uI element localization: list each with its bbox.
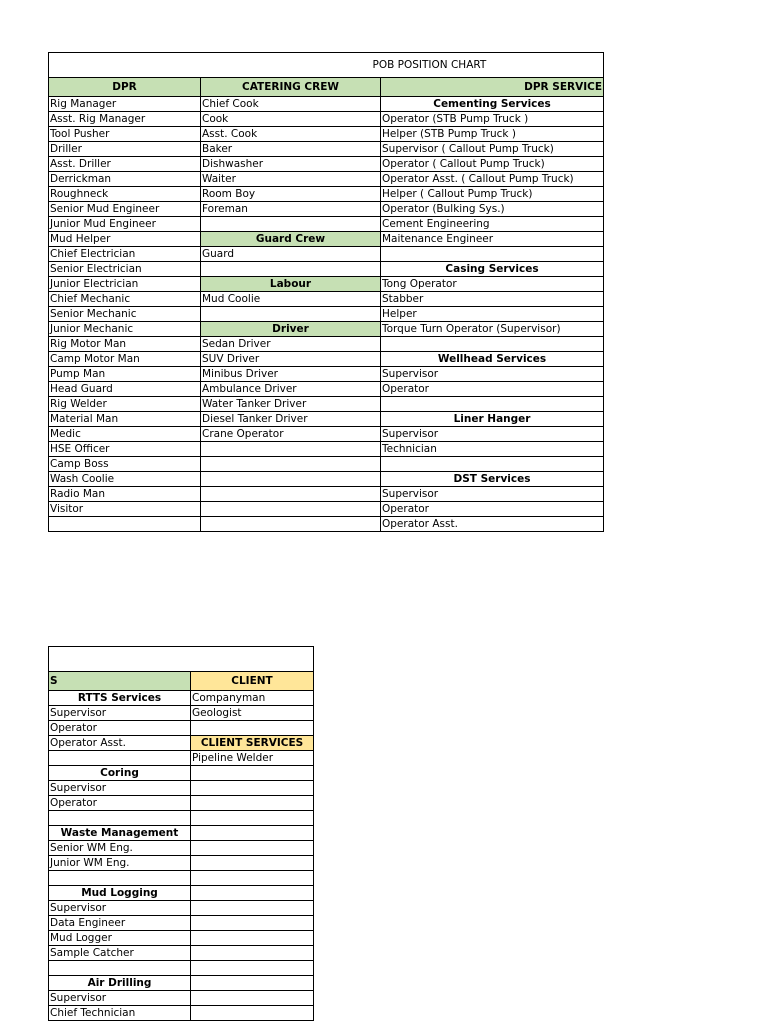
dpr-position-cell[interactable]: Junior Mechanic: [49, 322, 201, 337]
empty-cell[interactable]: [381, 457, 604, 472]
header-row: [49, 78, 604, 97]
dpr-service-position-cell[interactable]: Operator ( Callout Pump Truck): [381, 157, 604, 172]
table-row: [49, 157, 604, 172]
dpr-service-position-cell[interactable]: Operator Asst. ( Callout Pump Truck): [381, 172, 604, 187]
empty-cell[interactable]: [191, 826, 314, 841]
dpr-service-position-cell[interactable]: Maitenance Engineer: [381, 232, 604, 247]
catering-position-cell[interactable]: Chief Cook: [201, 97, 381, 112]
dpr-position-cell[interactable]: Chief Mechanic: [49, 292, 201, 307]
table-row: [49, 442, 604, 457]
table-row: [49, 916, 314, 931]
empty-cell[interactable]: [191, 781, 314, 796]
service-position-cell[interactable]: Senior WM Eng.: [49, 841, 191, 856]
section-header-rtts-services[interactable]: RTTS Services: [49, 691, 191, 706]
dpr-position-cell[interactable]: Camp Boss: [49, 457, 201, 472]
empty-cell[interactable]: [201, 217, 381, 232]
empty-cell[interactable]: [201, 442, 381, 457]
table-row: [49, 946, 314, 961]
table-row: [49, 472, 604, 487]
dpr-position-cell[interactable]: Senior Mud Engineer: [49, 202, 201, 217]
pob-position-chart-continued-table: [48, 646, 314, 1021]
table-row: [49, 721, 314, 736]
dpr-service-position-cell[interactable]: Torque Turn Operator (Supervisor): [381, 322, 604, 337]
section-header-dst-services[interactable]: DST Services: [381, 472, 604, 487]
dpr-service-position-cell[interactable]: Operator (Bulking Sys.): [381, 202, 604, 217]
client-position-cell[interactable]: Companyman: [191, 691, 314, 706]
header-services-continued[interactable]: S: [49, 672, 191, 691]
service-position-cell[interactable]: Data Engineer: [49, 916, 191, 931]
section-header-waste-management[interactable]: Waste Management: [49, 826, 191, 841]
table-row: [49, 811, 314, 826]
table-row: [49, 826, 314, 841]
section-header-wellhead-services[interactable]: Wellhead Services: [381, 352, 604, 367]
empty-cell[interactable]: [201, 262, 381, 277]
chart-title: POB POSITION CHART: [201, 53, 604, 78]
table-row: [49, 991, 314, 1006]
empty-cell[interactable]: [201, 307, 381, 322]
table-row: [49, 796, 314, 811]
table-row: [49, 781, 314, 796]
service-position-cell[interactable]: Supervisor: [49, 901, 191, 916]
catering-position-cell[interactable]: Baker: [201, 142, 381, 157]
header-catering-crew[interactable]: CATERING CREW: [201, 78, 381, 97]
empty-cell[interactable]: [381, 247, 604, 262]
table-row: [49, 277, 604, 292]
table-row: [49, 127, 604, 142]
empty-cell[interactable]: [201, 472, 381, 487]
catering-position-cell[interactable]: Mud Coolie: [201, 292, 381, 307]
dpr-position-cell[interactable]: Junior Electrician: [49, 277, 201, 292]
table-row: [49, 517, 604, 532]
catering-position-cell[interactable]: Sedan Driver: [201, 337, 381, 352]
table-row: [49, 217, 604, 232]
dpr-service-position-cell[interactable]: Technician: [381, 442, 604, 457]
catering-position-cell[interactable]: Ambulance Driver: [201, 382, 381, 397]
section-header-coring[interactable]: Coring: [49, 766, 191, 781]
dpr-position-cell[interactable]: Junior Mud Engineer: [49, 217, 201, 232]
dpr-position-cell[interactable]: Asst. Driller: [49, 157, 201, 172]
section-header-cementing-services[interactable]: Cementing Services: [381, 97, 604, 112]
title-row: [49, 53, 604, 78]
dpr-position-cell[interactable]: Rig Manager: [49, 97, 201, 112]
dpr-position-cell[interactable]: Tool Pusher: [49, 127, 201, 142]
dpr-service-position-cell[interactable]: Supervisor: [381, 487, 604, 502]
service-position-cell[interactable]: Mud Logger: [49, 931, 191, 946]
section-header-casing-services[interactable]: Casing Services: [381, 262, 604, 277]
dpr-position-cell[interactable]: Mud Helper: [49, 232, 201, 247]
table-row: [49, 457, 604, 472]
section-header-liner-hanger[interactable]: Liner Hanger: [381, 412, 604, 427]
empty-cell[interactable]: [381, 397, 604, 412]
catering-position-cell[interactable]: Foreman: [201, 202, 381, 217]
dpr-position-cell[interactable]: HSE Officer: [49, 442, 201, 457]
empty-cell[interactable]: [381, 337, 604, 352]
catering-position-cell[interactable]: Dishwasher: [201, 157, 381, 172]
catering-position-cell[interactable]: Water Tanker Driver: [201, 397, 381, 412]
table-row: [49, 307, 604, 322]
dpr-position-cell[interactable]: Asst. Rig Manager: [49, 112, 201, 127]
dpr-position-cell[interactable]: Pump Man: [49, 367, 201, 382]
empty-cell[interactable]: [49, 811, 191, 826]
catering-position-cell[interactable]: Crane Operator: [201, 427, 381, 442]
dpr-service-position-cell[interactable]: Operator: [381, 382, 604, 397]
title-spacer-continued[interactable]: [49, 647, 314, 672]
header-client[interactable]: CLIENT: [191, 672, 314, 691]
service-position-cell[interactable]: Supervisor: [49, 991, 191, 1006]
table-row: [49, 502, 604, 517]
table-row: [49, 397, 604, 412]
service-position-cell[interactable]: Junior WM Eng.: [49, 856, 191, 871]
client-position-cell[interactable]: Pipeline Welder: [191, 751, 314, 766]
table-row: [49, 262, 604, 277]
empty-cell[interactable]: [191, 916, 314, 931]
dpr-position-cell[interactable]: Derrickman: [49, 172, 201, 187]
catering-position-cell[interactable]: Diesel Tanker Driver: [201, 412, 381, 427]
table-row: [49, 841, 314, 856]
dpr-position-cell[interactable]: Head Guard: [49, 382, 201, 397]
empty-cell[interactable]: [191, 1006, 314, 1021]
dpr-position-cell[interactable]: Driller: [49, 142, 201, 157]
empty-cell[interactable]: [191, 856, 314, 871]
catering-position-cell[interactable]: Room Boy: [201, 187, 381, 202]
empty-cell[interactable]: [201, 502, 381, 517]
empty-cell[interactable]: [191, 766, 314, 781]
empty-cell[interactable]: [201, 487, 381, 502]
empty-cell[interactable]: [191, 841, 314, 856]
empty-cell[interactable]: [191, 901, 314, 916]
catering-position-cell[interactable]: SUV Driver: [201, 352, 381, 367]
table-row: [49, 202, 604, 217]
dpr-service-position-cell[interactable]: Supervisor: [381, 427, 604, 442]
table-row: [49, 292, 604, 307]
table-row: [49, 322, 604, 337]
dpr-position-cell[interactable]: Rig Motor Man: [49, 337, 201, 352]
service-position-cell[interactable]: Sample Catcher: [49, 946, 191, 961]
table-row: [49, 1006, 314, 1021]
service-position-cell[interactable]: Chief Technician: [49, 1006, 191, 1021]
empty-cell[interactable]: [49, 751, 191, 766]
title-row-continued: [49, 647, 314, 672]
dpr-service-position-cell[interactable]: Cement Engineering: [381, 217, 604, 232]
dpr-position-cell[interactable]: Senior Mechanic: [49, 307, 201, 322]
dpr-position-cell[interactable]: Senior Electrician: [49, 262, 201, 277]
header-row-continued: [49, 672, 314, 691]
catering-position-cell[interactable]: Guard: [201, 247, 381, 262]
table-row: [49, 382, 604, 397]
table-row: [49, 337, 604, 352]
empty-cell[interactable]: [201, 457, 381, 472]
catering-position-cell[interactable]: Waiter: [201, 172, 381, 187]
section-header-driver[interactable]: Driver: [201, 322, 381, 337]
table-row: [49, 412, 604, 427]
dpr-position-cell[interactable]: Visitor: [49, 502, 201, 517]
section-header-labour[interactable]: Labour: [201, 277, 381, 292]
table-row: [49, 871, 314, 886]
empty-cell[interactable]: [49, 871, 191, 886]
table-row: [49, 427, 604, 442]
empty-cell[interactable]: [49, 517, 201, 532]
table-row: [49, 187, 604, 202]
dpr-service-position-cell[interactable]: Supervisor ( Callout Pump Truck): [381, 142, 604, 157]
dpr-service-position-cell[interactable]: Helper (STB Pump Truck ): [381, 127, 604, 142]
empty-cell[interactable]: [191, 796, 314, 811]
table-row: [49, 886, 314, 901]
dpr-position-cell[interactable]: Rig Welder: [49, 397, 201, 412]
table-row: [49, 97, 604, 112]
table-row: [49, 232, 604, 247]
dpr-position-cell[interactable]: Radio Man: [49, 487, 201, 502]
service-position-cell[interactable]: Operator: [49, 796, 191, 811]
empty-cell[interactable]: [201, 517, 381, 532]
empty-cell[interactable]: [191, 811, 314, 826]
dpr-service-position-cell[interactable]: Stabber: [381, 292, 604, 307]
empty-cell[interactable]: [191, 991, 314, 1006]
table-row: [49, 172, 604, 187]
dpr-service-position-cell[interactable]: Operator Asst.: [381, 517, 604, 532]
dpr-position-cell[interactable]: Medic: [49, 427, 201, 442]
dpr-position-cell[interactable]: Camp Motor Man: [49, 352, 201, 367]
dpr-position-cell[interactable]: Roughneck: [49, 187, 201, 202]
title-spacer[interactable]: [49, 53, 201, 78]
table-row: [49, 367, 604, 382]
empty-cell[interactable]: [191, 961, 314, 976]
table-row: [49, 901, 314, 916]
dpr-position-cell[interactable]: Chief Electrician: [49, 247, 201, 262]
table-row: [49, 247, 604, 262]
table-row: [49, 856, 314, 871]
dpr-service-position-cell[interactable]: Tong Operator: [381, 277, 604, 292]
catering-position-cell[interactable]: Minibus Driver: [201, 367, 381, 382]
service-position-cell[interactable]: Supervisor: [49, 781, 191, 796]
empty-cell[interactable]: [191, 931, 314, 946]
empty-cell[interactable]: [191, 976, 314, 991]
section-header-client-services[interactable]: CLIENT SERVICES: [191, 736, 314, 751]
service-position-cell[interactable]: Operator: [49, 721, 191, 736]
table-row: [49, 931, 314, 946]
dpr-service-position-cell[interactable]: Operator: [381, 502, 604, 517]
table-row: [49, 112, 604, 127]
table-row: [49, 751, 314, 766]
table-row: [49, 706, 314, 721]
header-dpr[interactable]: DPR: [49, 78, 201, 97]
empty-cell[interactable]: [49, 961, 191, 976]
table-row: [49, 961, 314, 976]
table-row: [49, 766, 314, 781]
service-position-cell[interactable]: Supervisor: [49, 706, 191, 721]
table-row: [49, 487, 604, 502]
header-dpr-services[interactable]: DPR SERVICE: [381, 78, 604, 97]
empty-cell[interactable]: [191, 886, 314, 901]
service-position-cell[interactable]: Operator Asst.: [49, 736, 191, 751]
table-row: [49, 691, 314, 706]
catering-position-cell[interactable]: Cook: [201, 112, 381, 127]
dpr-position-cell[interactable]: Wash Coolie: [49, 472, 201, 487]
empty-cell[interactable]: [191, 871, 314, 886]
table-row: [49, 352, 604, 367]
dpr-position-cell[interactable]: Material Man: [49, 412, 201, 427]
section-header-guard-crew[interactable]: Guard Crew: [201, 232, 381, 247]
client-position-cell[interactable]: Geologist: [191, 706, 314, 721]
dpr-service-position-cell[interactable]: Helper: [381, 307, 604, 322]
table-row: [49, 142, 604, 157]
section-header-air-drilling[interactable]: Air Drilling: [49, 976, 191, 991]
empty-cell[interactable]: [191, 721, 314, 736]
catering-position-cell[interactable]: Asst. Cook: [201, 127, 381, 142]
table-row: [49, 976, 314, 991]
pob-position-chart-table: [48, 52, 604, 532]
section-header-mud-logging[interactable]: Mud Logging: [49, 886, 191, 901]
dpr-service-position-cell[interactable]: Operator (STB Pump Truck ): [381, 112, 604, 127]
empty-cell[interactable]: [191, 946, 314, 961]
dpr-service-position-cell[interactable]: Helper ( Callout Pump Truck): [381, 187, 604, 202]
table-row: [49, 736, 314, 751]
dpr-service-position-cell[interactable]: Supervisor: [381, 367, 604, 382]
